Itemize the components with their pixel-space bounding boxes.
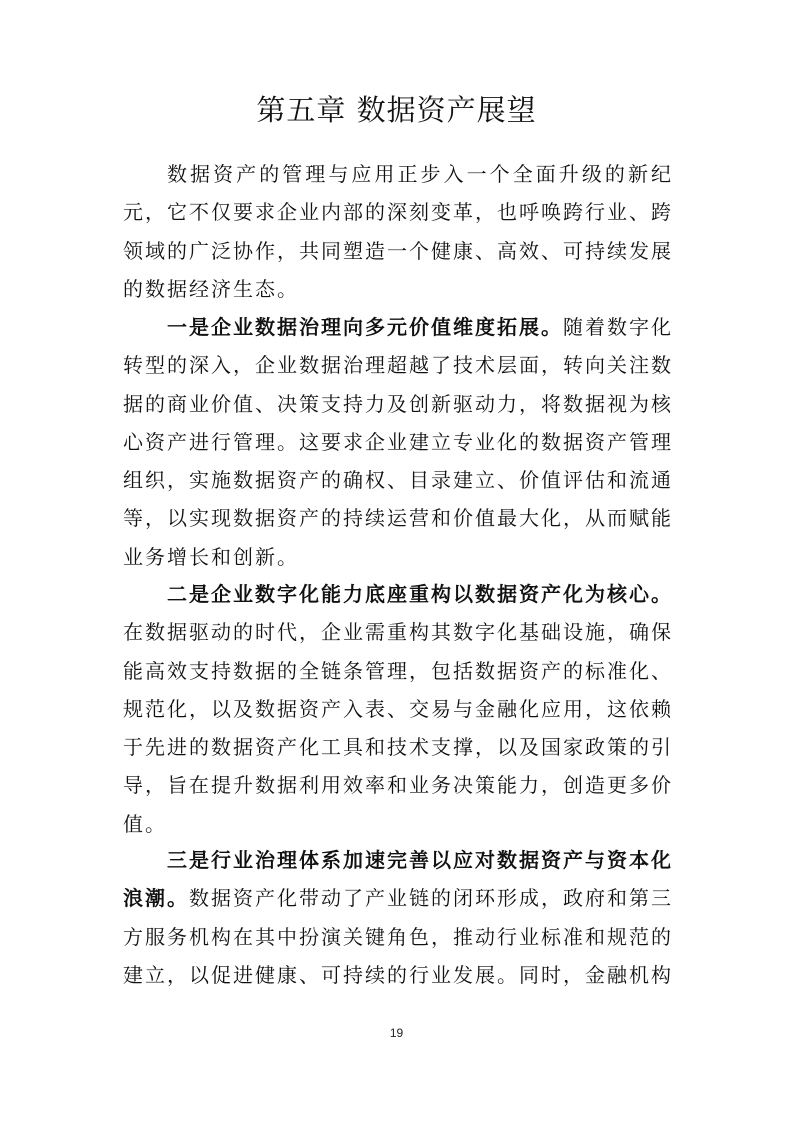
paragraph-lead: 三是行业治理体系加速完善以应对数据资产与资本化浪潮。 [123,848,673,911]
chapter-title: 第五章 数据资产展望 [256,93,537,127]
paragraph-point-3 [123,841,673,994]
paragraph-lead: 二是企业数字化能力底座重构以数据资产化为核心。 [167,582,673,606]
paragraph-body: 在数据驱动的时代，企业需重构其数字化基础设施，确保能高效支持数据的全链条管理，包括数据资产的标准化、规范化，以及数据资产入表、交易与金融化应用，这依赖于先进的数据资产化工具和技术支撑，以及国家政策的引导，旨在提升数据利用效率和业务决策能力，创造更多价值。 [123,620,673,836]
paragraph-lead: 一是企业数据治理向多元价值维度拓展。 [167,315,563,339]
paragraph-point-1 [123,308,673,576]
page-number: 19 [389,1026,404,1040]
paragraph-body: 数据资产化带动了产业链的闭环形成，政府和第三方服务机构在其中扮演关键角色，推动行业标准和规范的建立，以促进健康、可持续的行业发展。同时，金融机构 [123,886,673,987]
paragraph-point-2 [123,575,673,843]
paragraph-body: 数据资产的管理与应用正步入一个全面升级的新纪元，它不仅要求企业内部的深刻变革，也呼唤跨行业、跨领域的广泛协作，共同塑造一个健康、高效、可持续发展的数据经济生态。 [123,162,673,301]
paragraph-intro [123,155,673,308]
paragraph-body: 随着数字化转型的深入，企业数据治理超越了技术层面，转向关注数据的商业价值、决策支持力及创新驱动力，将数据视为核心资产进行管理。这要求企业建立专业化的数据资产管理组织，实施数据资产的确权、目录建立、价值评估和流通等，以实现数据资产的持续运营和价值最大化，从而赋能业务增长和创新。 [123,315,673,569]
